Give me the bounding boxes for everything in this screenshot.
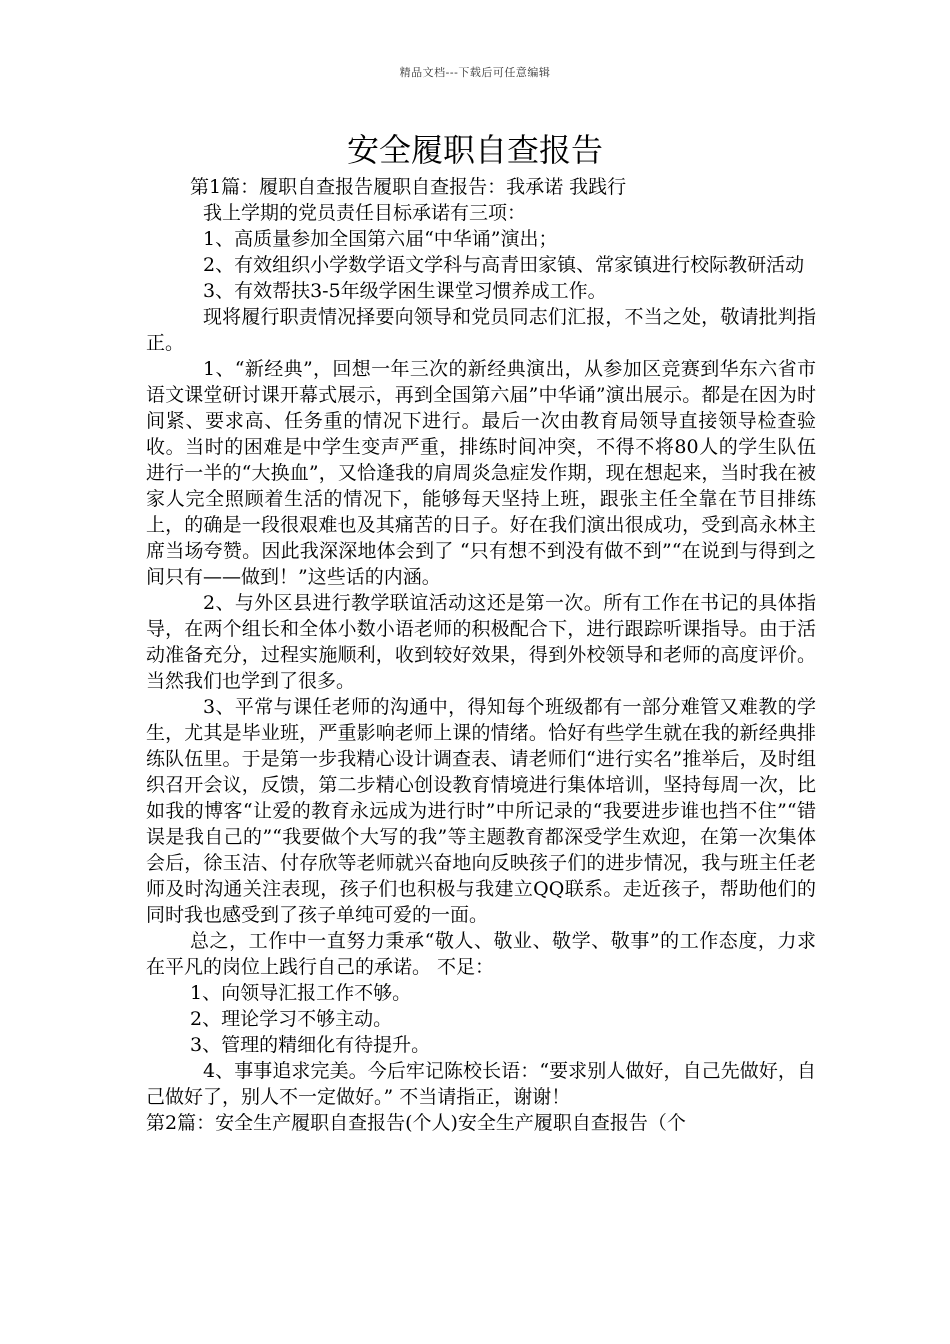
paragraph-section2-heading: 第2篇：安全生产履职自查报告(个人)安全生产履职自查报告（个 (146, 1112, 686, 1134)
document-title: 安全履职自查报告 (346, 131, 603, 169)
paragraph-shortcoming3: 3、管理的精细化有待提升。 (190, 1034, 431, 1056)
paragraph-exchange-activity: 2、与外区县进行教学联谊活动这还是第一次。所有工作在书记的具体指导，在两个组长和全体小数小语老师的积极配合下，进行跟踪听课指导。由于活动准备充分，过程实施顺利，收到较好效果，得到外校领导和老师的高度评价。当然我们也学到了很多。 (146, 592, 816, 692)
paragraph-summary: 总之，工作中一直努力秉承“敬人、敬业、敬学、敬事”的工作态度，力求在平凡的岗位上践行自己的承诺。 不足： (146, 930, 816, 978)
paragraph-student-support: 3、平常与课任老师的沟通中，得知每个班级都有一部分难管又难教的学生，尤其是毕业班，严重影响老师上课的情绪。恰好有些学生就在我的新经典排练队伍里。于是第一步我精心设计调查表、请老师们“进行实名”推举后，及时组织召开会议，反馈，第二步精心创设教育情境进行集体培训，坚持每周一次，比如我的博客“让爱的教育永远成为进行时”中所记录的“我要进步谁也挡不住”“错误是我自己的”“我要做个大写的我”等主题教育都深受学生欢迎，在第一次集体会后，徐玉洁、付存欣等老师就兴奋地向反映孩子们的进步情况，我与班主任老师及时沟通关注表现，孩子们也积极与我建立QQ联系。走近孩子，帮助他们的同时我也感受到了孩子单纯可爱的一面。 (146, 696, 816, 926)
paragraph-new-classic: 1、“新经典”，回想一年三次的新经典演出，从参加区竞赛到华东六省市语文课堂研讨课开幕式展示，再到全国第六届”中华诵”演出展示。都是在因为时间紧、要求高、任务重的情况下进行。最后一次由教育局领导直接领导检查验收。当时的困难是中学生变声严重，排练时间冲突，不得不将80人的学生队伍进行一半的“大换血”，又恰逢我的肩周炎急症发作期，现在想起来，当时我在被家人完全照顾着生活的情况下，能够每天坚持上班，跟张主任全靠在节目排练上，的确是一段很艰难也及其痛苦的日子。好在我们演出很成功，受到高永林主席当场夸赞。因此我深深地体会到了 “只有想不到没有做不到”“在说到与得到之间只有——做到！”这些话的内涵。 (146, 358, 816, 588)
paragraph-shortcoming2: 2、理论学习不够主动。 (190, 1008, 393, 1030)
paragraph-shortcoming1: 1、向领导汇报工作不够。 (190, 982, 412, 1004)
page-header-note: 精品文档---下载后可任意编辑 (399, 66, 551, 79)
paragraph-report-intro: 现将履行职责情况择要向领导和党员同志们汇报，不当之处，敬请批判指正。 (146, 306, 816, 354)
document-body (146, 174, 816, 1136)
paragraph-section1-heading: 第1篇：履职自查报告履职自查报告：我承诺 我践行 (190, 176, 627, 198)
paragraph-item1: 1、高质量参加全国第六届“中华诵”演出； (203, 228, 558, 250)
paragraph-shortcoming4: 4、事事追求完美。今后牢记陈校长语：“要求别人做好，自己先做好，自己做好了，别人不一定做好。” 不当请指正，谢谢！ (146, 1060, 816, 1108)
paragraph-intro: 我上学期的党员责任目标承诺有三项： (203, 202, 527, 224)
paragraph-item2: 2、有效组织小学数学语文学科与高青田家镇、常家镇进行校际教研活动 (203, 254, 805, 276)
paragraph-item3: 3、有效帮扶3-5年级学困生课堂习惯养成工作。 (203, 280, 607, 302)
